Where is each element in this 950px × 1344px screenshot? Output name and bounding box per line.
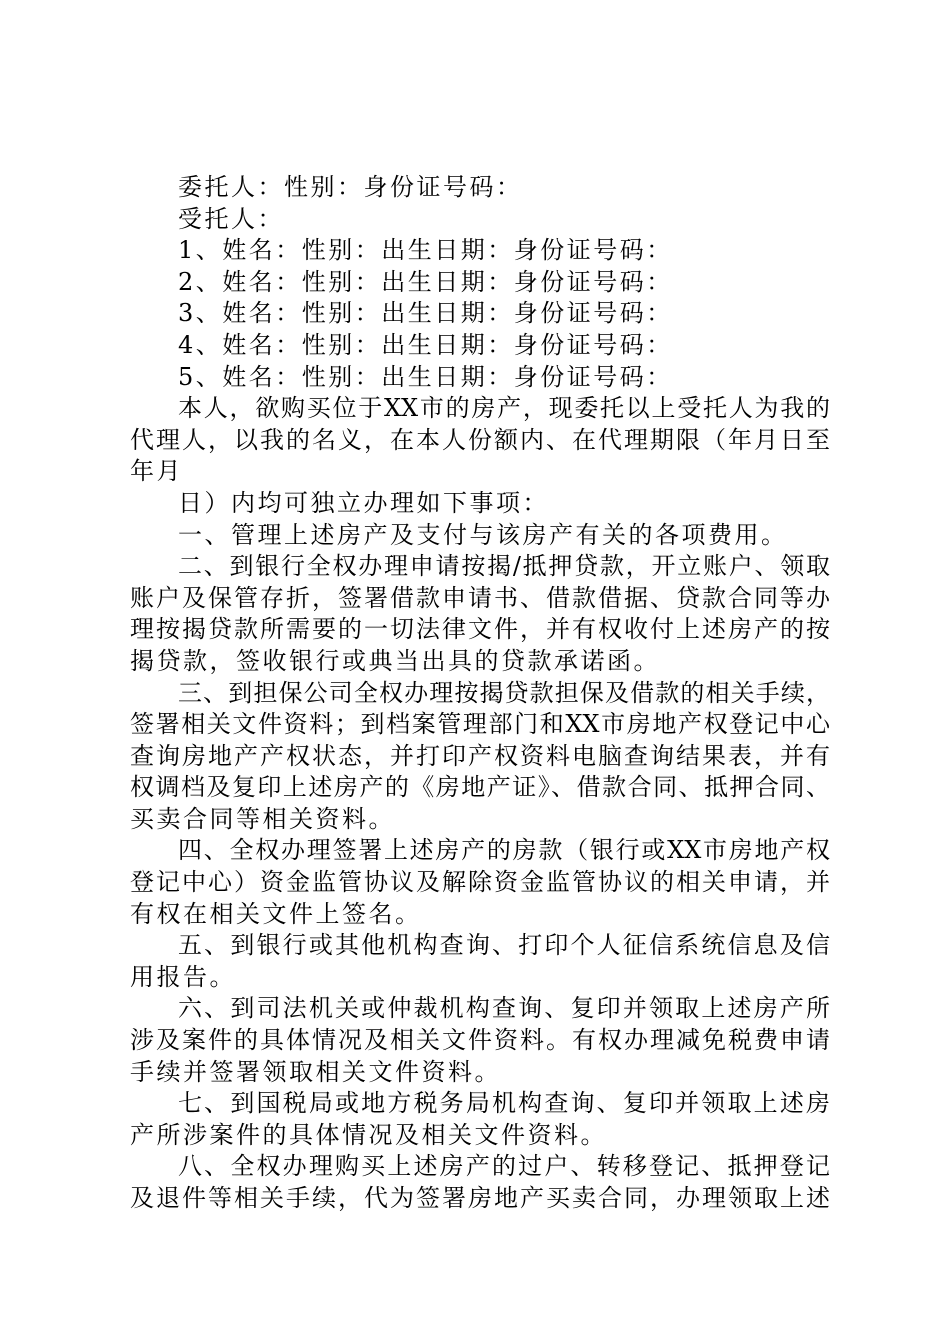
item-7-line: 产所涉案件的具体情况及相关文件资料。 xyxy=(130,1120,607,1149)
item-8-line: 及退件等相关手续，代为签署房地产买卖合同，办理领取上述 xyxy=(130,1184,830,1212)
item-3-line: 权调档及复印上述房产的《房地产证》、借款合同、抵押合同、 xyxy=(130,773,830,802)
item-3-line: 买卖合同等相关资料。 xyxy=(130,804,395,833)
text-line-agent-2: 2、姓名：性别：出生日期：身份证号码： xyxy=(178,267,673,296)
item-3-line: 三、到担保公司全权办理按揭贷款担保及借款的相关手续， xyxy=(178,678,830,707)
text-line-agent-5: 5、姓名：性别：出生日期：身份证号码： xyxy=(178,362,673,391)
paragraph-intro-line: 代理人，以我的名义，在本人份额内、在代理期限（年月日至 xyxy=(130,425,830,454)
item-6-line: 涉及案件的具体情况及相关文件资料。有权办理减免税费申请 xyxy=(130,1026,830,1055)
item-5-line: 用报告。 xyxy=(130,962,236,991)
item-6-line: 六、到司法机关或仲裁机构查询、复印并领取上述房产所 xyxy=(178,994,830,1023)
item-4-line: 有权在相关文件上签名。 xyxy=(130,899,422,928)
item-3-line: 签署相关文件资料；到档案管理部门和XX市房地产权登记中心 xyxy=(130,710,830,739)
paragraph-intro-line: 日）内均可独立办理如下事项： xyxy=(178,488,549,517)
item-7-line: 七、到国税局或地方税务局机构查询、复印并领取上述房 xyxy=(178,1089,830,1118)
text-line-agent-3: 3、姓名：性别：出生日期：身份证号码： xyxy=(178,299,673,328)
paragraph-intro-line: 年月 xyxy=(130,457,183,486)
item-4-line: 登记中心）资金监管协议及解除资金监管协议的相关申请，并 xyxy=(130,868,830,897)
item-3-line: 查询房地产产权状态，并打印产权资料电脑查询结果表，并有 xyxy=(130,741,830,770)
item-4-line: 四、全权办理签署上述房产的房款（银行或XX市房地产权 xyxy=(178,836,830,865)
item-1-line: 一、管理上述房产及支付与该房产有关的各项费用。 xyxy=(178,520,788,549)
item-6-line: 手续并签署领取相关文件资料。 xyxy=(130,1057,501,1086)
item-2-line: 二、到银行全权办理申请按揭/抵押贷款，开立账户、领取 xyxy=(178,552,830,581)
paragraph-intro-line: 本人，欲购买位于XX市的房产，现委托以上受托人为我的 xyxy=(178,394,830,423)
item-5-line: 五、到银行或其他机构查询、打印个人征信系统信息及信 xyxy=(178,931,830,960)
item-8-line: 八、全权办理购买上述房产的过户、转移登记、抵押登记 xyxy=(178,1152,830,1181)
item-2-line: 揭贷款，签收银行或典当出具的贷款承诺函。 xyxy=(130,646,660,675)
item-2-line: 理按揭贷款所需要的一切法律文件，并有权收付上述房产的按 xyxy=(130,615,830,644)
document-body xyxy=(130,172,830,1215)
text-line-principal: 委托人：性别：身份证号码： xyxy=(178,173,523,201)
text-line-agent-4: 4、姓名：性别：出生日期：身份证号码： xyxy=(178,330,673,359)
item-2-line: 账户及保管存折，签署借款申请书、借款借据、贷款合同等办 xyxy=(130,583,830,612)
text-line-agent-1: 1、姓名：性别：出生日期：身份证号码： xyxy=(178,236,673,265)
text-line-agent-heading: 受托人： xyxy=(178,204,284,233)
